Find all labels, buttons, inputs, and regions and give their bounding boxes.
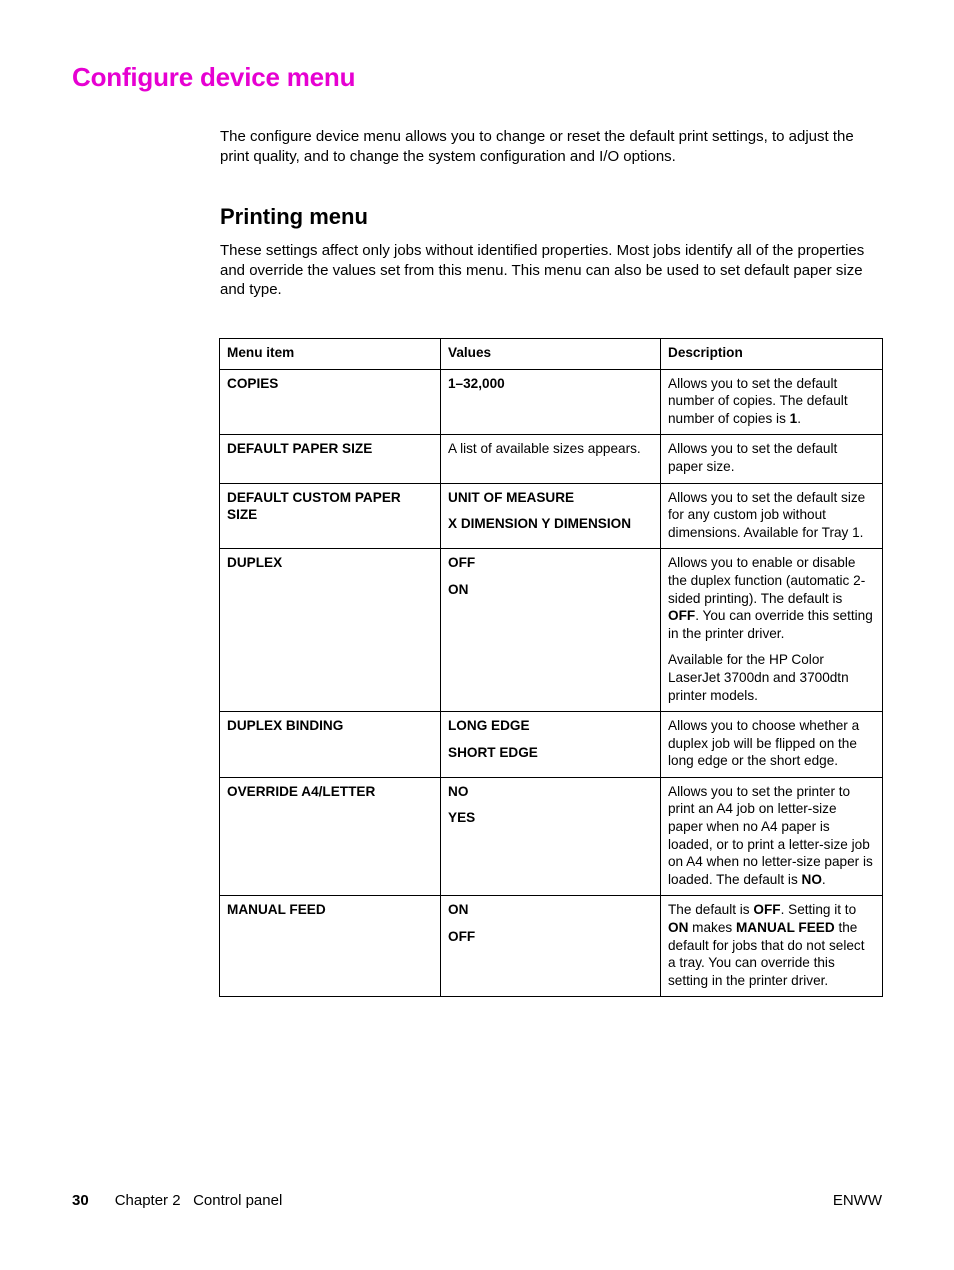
description-text: . You can override this setting in the printer driver. [668,608,873,641]
value-option: 1–32,000 [448,375,505,391]
description-text: the default for jobs that do not select a tray. You can override this setting in the printer driver. [668,920,865,988]
printing-menu-table [219,338,883,997]
values-cell [441,369,661,435]
description-text: Allows you to enable or disable the duplex function (automatic 2-sided printing). The default is [668,555,866,606]
description-text: . [797,410,801,426]
menu-item-cell: MANUAL FEED [220,896,441,997]
description-paragraph [668,440,875,475]
table-row [220,483,883,549]
description-text: Allows you to choose whether a duplex job will be flipped on the long edge or the short edge. [668,718,860,769]
menu-item-cell: DUPLEX BINDING [220,712,441,778]
menu-item-cell: DEFAULT PAPER SIZE [220,435,441,483]
value-option: OFF [448,929,476,945]
description-emphasis: MANUAL FEED [735,920,835,936]
value-option: ON [448,581,469,597]
value-text: A list of available sizes appears. [448,441,641,457]
footer-left [72,1192,282,1209]
value-option: OFF [448,555,476,571]
values-cell [441,896,661,997]
value-option: SHORT EDGE [448,744,538,760]
description-emphasis: ON [668,920,689,936]
menu-item-cell: COPIES [220,369,441,435]
section-heading: Printing menu [220,204,368,229]
description-text: . Setting it to [780,902,857,918]
value-option: ON [448,902,469,918]
header-values: Values [441,339,661,370]
description-emphasis: OFF [668,608,696,624]
table-body [220,369,883,997]
description-paragraph [668,489,875,542]
description-emphasis: NO [801,871,822,887]
page-number: 30 [72,1192,89,1209]
description-text: The default is [668,902,754,918]
table-row [220,369,883,435]
header-description: Description [661,339,883,370]
description-cell [661,549,883,712]
description-text: . [821,871,826,887]
section-paragraph: These settings affect only jobs without identified properties. Most jobs identify all of the properties and override the values set from this menu. This menu can also be used to set default paper size and type. [220,242,865,298]
description-text: Allows you to set the default number of copies. The default number of copies is [668,375,848,426]
value-option: UNIT OF MEASURE [448,489,575,505]
description-cell [661,369,883,435]
description-paragraph [668,554,875,642]
description-paragraph [668,901,875,989]
intro-paragraph: The configure device menu allows you to change or reset the default print settings, to adjust the print quality, and to change the system configuration and I/O options. [220,128,854,165]
description-paragraph [668,783,875,889]
table-row [220,777,883,896]
values-cell [441,712,661,778]
footer-right-label: ENWW [832,1192,882,1209]
header-menu-item: Menu item [220,339,441,370]
menu-item-cell: DUPLEX [220,549,441,712]
values-cell [441,483,661,549]
table-row [220,896,883,997]
description-emphasis: OFF [753,902,781,918]
value-option: NO [448,783,469,799]
table-header-row [220,339,883,370]
description-text: makes [688,920,736,936]
page-title: Configure device menu [72,62,356,92]
chapter-label: Chapter 2 Control panel [114,1192,283,1209]
description-text: Allows you to set the default size for any custom job without dimensions. Available for Tray 1. [668,489,866,540]
description-paragraph [668,651,875,704]
description-cell [661,435,883,483]
description-cell [661,712,883,778]
description-paragraph [668,717,875,770]
value-option: X DIMENSION Y DIMENSION [448,516,632,532]
value-option: YES [448,810,476,826]
table-row [220,435,883,483]
menu-item-cell: OVERRIDE A4/LETTER [220,777,441,896]
description-text: Allows you to set the printer to print an A4 job on letter-size paper when no A4 paper is loaded, or to print a letter-size job on A4 when no letter-size paper is loaded. The default is [668,783,873,887]
values-cell [441,549,661,712]
value-option: LONG EDGE [448,718,530,734]
description-cell [661,777,883,896]
description-cell [661,483,883,549]
description-text: Available for the HP Color LaserJet 3700dn and 3700dtn printer models. [668,652,849,703]
description-cell [661,896,883,997]
description-emphasis: 1 [789,410,798,426]
menu-item-cell: DEFAULT CUSTOM PAPER SIZE [220,483,441,549]
description-paragraph [668,375,875,428]
values-cell [441,435,661,483]
description-text: Allows you to set the default paper size. [668,441,838,474]
values-cell [441,777,661,896]
table-row [220,712,883,778]
table-row [220,549,883,712]
